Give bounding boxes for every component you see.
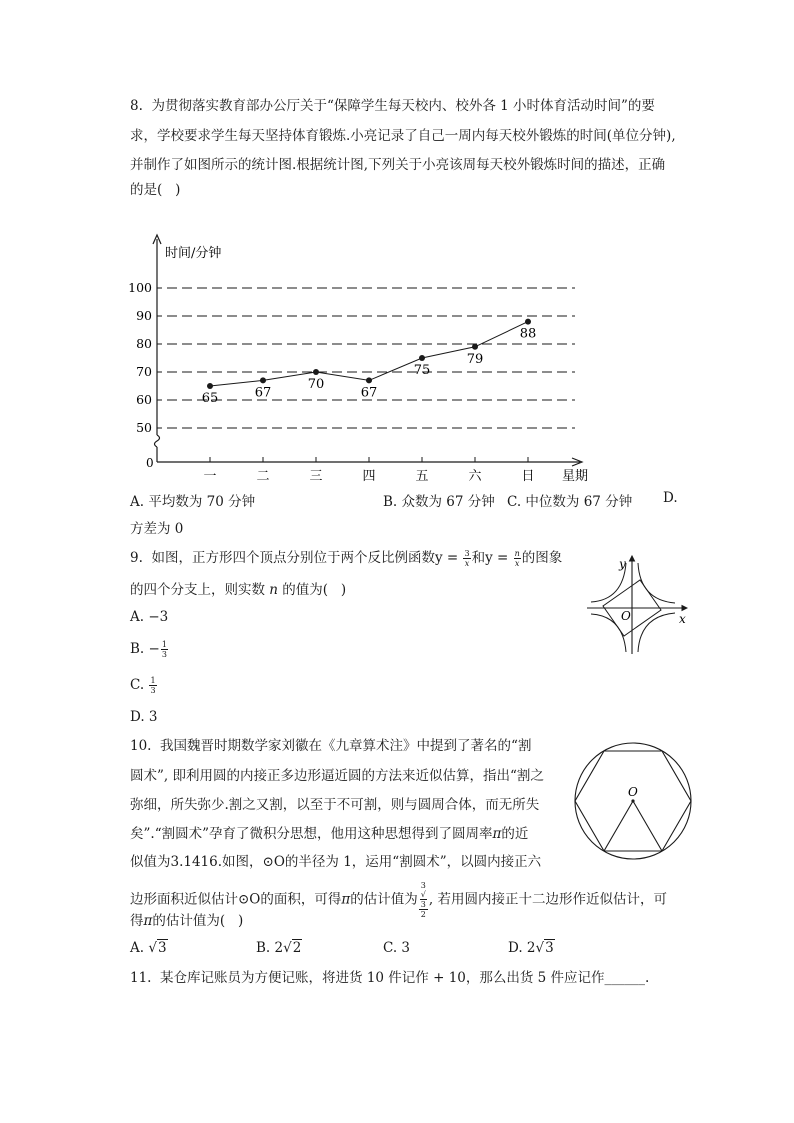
data-label: 88: [519, 326, 537, 342]
q10-line-6: 边形面积近似估计⊙O的面积，可得π的估计值为 3 √ 3 2 , 若用圆内接正十二边形作近似估计，可: [130, 881, 667, 919]
xtick-label: 一: [203, 469, 217, 484]
data-label: 75: [413, 363, 431, 378]
data-point: [472, 344, 478, 350]
chart-axes: [153, 235, 582, 466]
x-axis-title: 星期: [562, 469, 589, 484]
q9-fraction-n-over-x: $\frac{n}{x}$: [514, 549, 520, 568]
q10-option-d[interactable]: D. 2√3: [508, 940, 554, 956]
xtick-label: 四: [362, 469, 376, 484]
data-point: [366, 377, 372, 383]
q10-line-3: 弥细，所失弥少.割之又割，以至于不可割，则与圆周合体，而无所失: [130, 797, 540, 813]
q10-line-2: 圆术”, 即利用圆的内接正多边形逼近圆的方法来近似估算，指出“割之: [130, 768, 544, 784]
q8-option-d-text: 方差为 0: [130, 521, 184, 537]
ytick-label: 90: [136, 308, 152, 323]
data-label: 79: [466, 351, 484, 367]
q9-option-b-fraction: $\frac{1}{3}$: [161, 640, 167, 659]
data-label: 70: [307, 377, 325, 392]
chart-gridlines: [157, 288, 575, 428]
data-point: [525, 319, 531, 325]
q10-radius-left: [604, 801, 633, 851]
xtick-label: 三: [309, 469, 323, 484]
q9-text-2: 和y =: [471, 550, 513, 566]
q8-line-3: 并制作了如图所示的统计图.根据统计图,下列关于小亮该周每天校外锻炼时间的描述，正确: [130, 157, 666, 173]
q8-line-1: 8. 为贯彻落实教育部办公厅关于“保障学生每天校内、校外各 1 小时体育活动时间”的要: [130, 98, 655, 114]
q8-option-d[interactable]: D.: [663, 490, 678, 506]
q10-option-c[interactable]: C. 3: [383, 940, 411, 956]
q9-curve-q4: [638, 613, 675, 652]
q10-line-1: 10. 我国魏晋时期数学家刘徽在《九章算术注》中提到了著名的“割: [130, 738, 532, 754]
q9-label-y: y: [619, 557, 626, 571]
data-label: 65: [201, 391, 219, 406]
ytick-label: 60: [136, 392, 152, 407]
q9-option-a[interactable]: A. −3: [130, 609, 169, 625]
q10-line-5: 似值为3.1416.如图，⊙O的半径为 1，运用“割圆术”，以圆内接正六: [130, 854, 542, 870]
q9-text-1: 9. 如图，正方形四个顶点分别位于两个反比例函数y =: [130, 550, 463, 566]
origin-label: 0: [146, 456, 154, 470]
q9-text-3: 的图象: [521, 550, 563, 566]
ytick-label: 80: [136, 336, 152, 351]
q9-hyperbola-figure: [583, 548, 695, 658]
q10-radius-right: [633, 801, 662, 851]
q9-option-c-fraction: $\frac{1}{3}$: [150, 676, 156, 695]
pi-symbol: π: [341, 891, 351, 908]
q10-option-a[interactable]: A. √3: [130, 940, 167, 956]
q10-line-4: 矣”.“割圆术”孕育了微积分思想，他用这种思想得到了圆周率π的近: [130, 826, 529, 842]
pi-symbol: π: [143, 913, 153, 929]
q10-fraction-3-sqrt3-over-2: 3 √ 3 2: [420, 881, 426, 919]
y-axis-title: 时间/分钟: [165, 246, 222, 261]
q9-curve-q1: [638, 563, 675, 603]
q10-line-7: 得π的估计值为( ): [130, 913, 244, 929]
q8-option-b[interactable]: B. 众数为 67 分钟: [383, 494, 495, 510]
q8-line-2: 求，学校要求学生每天坚持体育锻炼.小亮记录了自己一周内每天校外锻炼的时间(单位分钟),: [130, 128, 676, 144]
data-point: [260, 377, 266, 383]
y-axis-break: [155, 435, 160, 447]
ytick-label: 70: [136, 364, 152, 379]
q9-variable-n: n: [269, 582, 278, 598]
pi-symbol: π: [492, 826, 502, 842]
data-point: [207, 383, 213, 389]
data-label: 67: [360, 385, 378, 401]
ytick-label: 100: [128, 280, 152, 295]
data-label: 67: [254, 385, 272, 401]
q9-label-o: O: [621, 609, 631, 623]
q10-label-o: O: [628, 785, 638, 799]
data-point: [419, 355, 425, 361]
q8-option-c[interactable]: C. 中位数为 67 分钟: [507, 494, 633, 510]
xtick-label: 五: [415, 469, 429, 484]
q10-hexagon-figure: [572, 740, 694, 862]
q9-label-x: x: [679, 612, 686, 626]
ytick-label: 50: [136, 420, 152, 435]
q9-option-d[interactable]: D. 3: [130, 709, 158, 725]
q9-line-1: [130, 548, 562, 568]
xtick-label: 日: [521, 469, 535, 484]
q9-line-2: 的四个分支上，则实数 n 的值为( ): [130, 582, 347, 598]
q8-line-chart: [120, 225, 610, 485]
q10-option-b[interactable]: B. 2√2: [256, 940, 302, 956]
q9-fraction-3-over-x: $\frac{3}{x}$: [464, 549, 470, 568]
q9-option-b[interactable]: B. − $\frac{1}{3}$: [130, 640, 167, 659]
q8-line-4: 的是( ): [130, 182, 181, 198]
xtick-label: 六: [468, 469, 482, 484]
chart-labels: [128, 245, 588, 484]
xtick-label: 二: [256, 469, 270, 484]
q11-line: 11. 某仓库记账员为方便记账，将进货 10 件记作 + 10，那么出货 5 件应记作______.: [130, 970, 650, 986]
data-point: [313, 369, 319, 375]
q8-option-a[interactable]: A. 平均数为 70 分钟: [130, 494, 256, 510]
q9-option-c[interactable]: C. $\frac{1}{3}$: [130, 676, 156, 695]
q10-center-point: [631, 799, 634, 802]
